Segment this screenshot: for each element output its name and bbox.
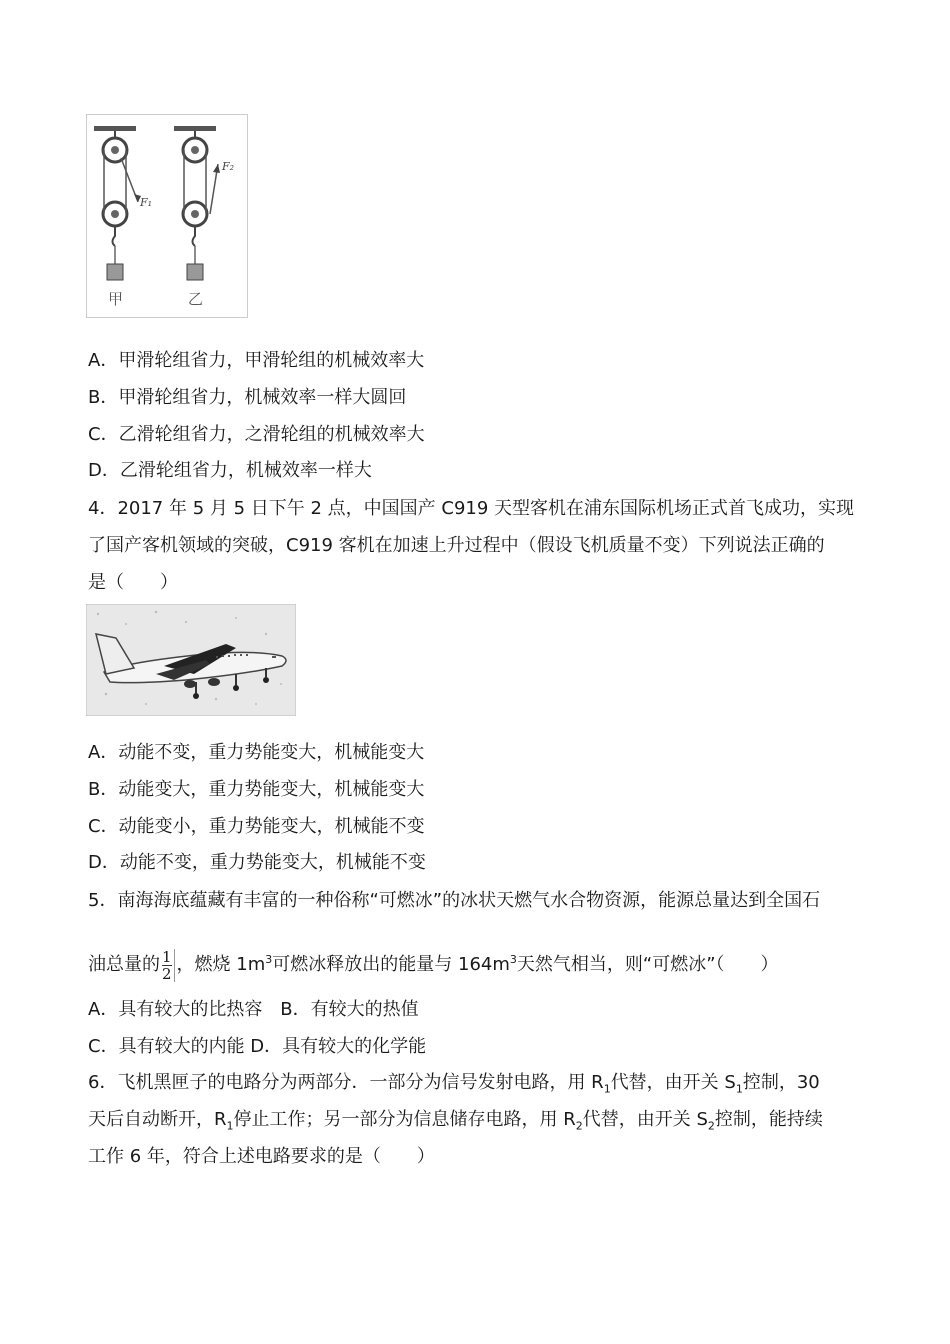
fraction-one-half: [162, 949, 175, 982]
q5-text-a: ，燃烧 1m: [176, 954, 266, 975]
q5-text-c: 天然气相当，则“可燃冰”（ ）: [516, 954, 779, 975]
q5-sup-2: 3: [509, 953, 517, 966]
q6-stem-line1: [88, 1070, 820, 1103]
fraction-denominator: 2: [162, 964, 172, 983]
q6-l2-c: 代替，由开关 S: [582, 1109, 708, 1130]
q4-stem-line3: 是（ ）: [88, 572, 178, 593]
ceiling-right: [174, 126, 216, 131]
q3-option-b: B．甲滑轮组省力，机械效率一样大圆回: [88, 387, 407, 408]
q3-option-a: A．甲滑轮组省力，甲滑轮组的机械效率大: [88, 350, 425, 371]
q6-l1-c: 控制，30: [742, 1072, 820, 1093]
q5-stem-line2: [88, 942, 779, 983]
figure-label-right: 乙: [188, 290, 204, 308]
q5-options-cd: C．具有较大的内能 D．具有较大的化学能: [88, 1036, 427, 1057]
weight-right: [187, 264, 203, 280]
q6-l1-a: 6．飞机黑匣子的电路分为两部分．一部分为信号发射电路，用 R: [88, 1072, 604, 1093]
force-label-f2: F₂: [222, 160, 235, 173]
q6-stem-line3: 工作 6 年，符合上述电路要求的是（ ）: [88, 1146, 435, 1167]
fraction-numerator: 1: [162, 947, 172, 966]
q5-stem-line1: 5．南海海底蕴藏有丰富的一种俗称“可燃冰”的冰状天燃气水合物资源，能源总量达到全国石: [88, 890, 821, 911]
q4-option-d: D．动能不变，重力势能变大，机械能不变: [88, 852, 426, 873]
q5-options-ab: A．具有较大的比热容 B．有较大的热值: [88, 999, 419, 1020]
figure-label-left: 甲: [108, 290, 124, 308]
q6-l2-b: 停止工作；另一部分为信息储存电路，用 R: [233, 1109, 576, 1130]
airplane-photo: [86, 604, 296, 716]
q3-option-c: C．乙滑轮组省力，之滑轮组的机械效率大: [88, 424, 425, 445]
q6-l1-sub2: 1: [735, 1082, 743, 1096]
ceiling-left: [94, 126, 136, 131]
q4-stem-line1: 4．2017 年 5 月 5 日下午 2 点，中国国产 C919 天型客机在浦东国际机场正式首飞成功，实现: [88, 498, 855, 519]
q6-l2-a: 天后自动断开，R: [88, 1109, 227, 1130]
q6-l2-sub2: 2: [575, 1119, 583, 1133]
q4-stem-line2: 了国产客机领域的突破，C919 客机在加速上升过程中（假设飞机质量不变）下列说法正确的: [88, 535, 825, 556]
weight-left: [107, 264, 123, 280]
force-label-f1: F₁: [140, 196, 153, 209]
q5-text-prefix: 油总量的: [88, 954, 160, 975]
q6-stem-line2: [88, 1107, 823, 1140]
q6-l2-sub3: 2: [707, 1119, 715, 1133]
q5-text-b: 可燃冰释放出的能量与 164m: [272, 954, 510, 975]
q4-option-b: B．动能变大，重力势能变大，机械能变大: [88, 779, 425, 800]
q5-sup-1: 3: [265, 953, 273, 966]
q3-option-d: D．乙滑轮组省力，机械效率一样大: [88, 460, 372, 481]
q6-l1-sub1: 1: [603, 1082, 611, 1096]
q4-option-c: C．动能变小，重力势能变大，机械能不变: [88, 816, 425, 837]
q6-l2-d: 控制，能持续: [714, 1109, 823, 1130]
q4-option-a: A．动能不变，重力势能变大，机械能变大: [88, 742, 425, 763]
pulley-figure: [86, 114, 248, 318]
q6-l1-b: 代替，由开关 S: [610, 1072, 736, 1093]
q6-l2-sub1: 1: [226, 1119, 234, 1133]
